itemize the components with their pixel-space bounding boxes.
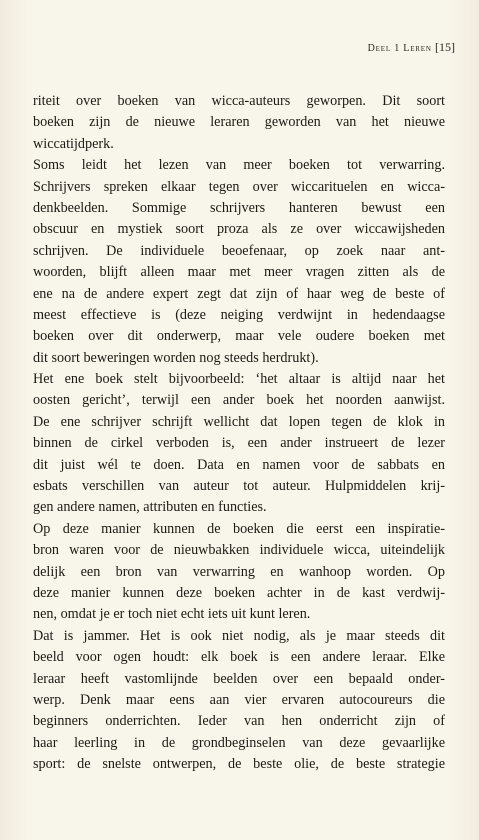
text-line: ene na de andere expert zegt dat zijn of haar weg de beste of: [33, 285, 445, 302]
text-line: sport: de snelste ontwerpen, de beste olie, de beste strategie: [33, 756, 445, 773]
text-line: schrijven. De individuele beoefenaar, op zoek naar ant-: [33, 242, 445, 259]
text-line: dit soort beweringen worden nog steeds herdrukt).: [33, 349, 319, 366]
running-head: [368, 40, 455, 55]
text-line: Het ene boek stelt bijvoorbeeld: ‘het altaar is altijd naar het: [33, 371, 445, 388]
text-line: beginners onderrichten. Ieder van hen onderricht zijn of: [33, 713, 445, 730]
text-line: bron waren voor de nieuwbakken individuele wicca, uiteindelijk: [33, 542, 445, 559]
text-line: gen andere namen, attributen en functies.: [33, 499, 267, 516]
body-text: [33, 91, 445, 776]
text-line: De ene schrijver schrijft wellicht dat lopen tegen de klok in: [33, 413, 445, 430]
page-number: [15]: [435, 40, 455, 54]
text-line: nen, omdat je er toch niet echt iets uit kunt leren.: [33, 606, 311, 623]
text-line: Dat is jammer. Het is ook niet nodig, als je maar steeds dit: [33, 627, 445, 644]
text-line: haar leerling in de grondbeginselen van deze gevaarlijke: [33, 734, 445, 751]
text-line: woorden, blijft alleen maar met meer vragen zitten als de: [33, 264, 445, 281]
text-line: deze manier kunnen deze boeken achter in de kast verdwij-: [33, 584, 445, 601]
text-line: esbats verschillen van auteur tot auteur. Hulpmiddelen krij-: [33, 478, 445, 495]
text-line: Op deze manier kunnen de boeken die eerst een inspiratie-: [33, 520, 445, 537]
text-line: obscuur en mystiek soort proza als ze over wiccawijsheden: [33, 221, 445, 238]
text-line: delijk een bron van verwarring en wanhoop worden. Op: [33, 563, 445, 580]
text-line: boeken over dit onderwerp, maar vele oudere boeken met: [33, 328, 445, 345]
text-line: riteit over boeken van wicca-auteurs geworpen. Dit soort: [33, 93, 445, 109]
text-line: leraar heeft vastomlijnde beelden over een bepaald onder-: [33, 670, 445, 687]
text-line: dit juist wél te doen. Data en namen voor de sabbats en: [33, 456, 445, 473]
text-line: binnen de cirkel verboden is, een ander instrueert de lezer: [33, 435, 445, 452]
text-line: werp. Denk maar eens aan vier ervaren autocoureurs die: [33, 691, 445, 708]
text-line: wiccatijdperk.: [33, 135, 114, 152]
text-line: Schrijvers spreken elkaar tegen over wiccarituelen en wicca-: [33, 178, 445, 195]
text-line: boeken zijn de nieuwe leraren geworden van het nieuwe: [33, 114, 445, 131]
text-line: beeld voor ogen houdt: elk boek is een andere leraar. Elke: [33, 649, 445, 666]
text-line: Soms leidt het lezen van meer boeken tot verwarring.: [33, 157, 445, 174]
text-line: denkbeelden. Sommige schrijvers hanteren bewust een: [33, 199, 445, 216]
text-line: meest effectieve is (deze neiging verdwijnt in hedendaagse: [33, 306, 445, 323]
text-line: oosten gericht’, terwijl een ander boek het noorden aanwijst.: [33, 392, 445, 409]
section-title: Deel 1 Leren: [367, 43, 432, 54]
